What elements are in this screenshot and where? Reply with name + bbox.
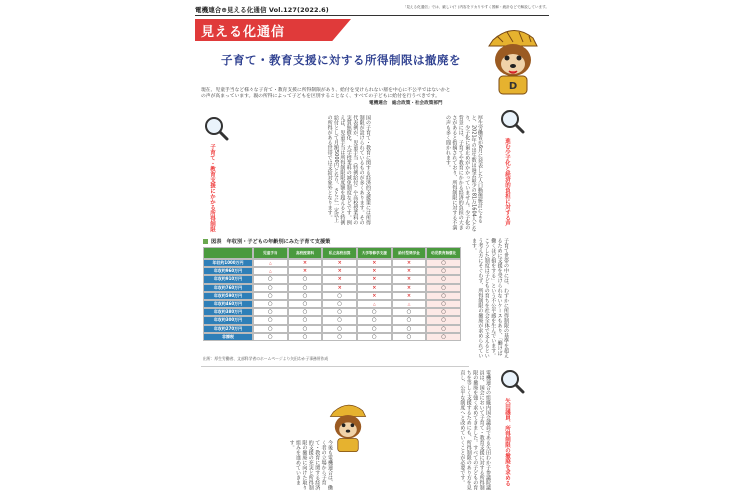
table-cell-mark: ○: [441, 268, 447, 275]
table-row-label: 年収約1000万円: [203, 259, 253, 267]
table-cell-mark: ○: [337, 317, 343, 324]
table-cell: [253, 284, 288, 292]
table-cell-mark: ○: [406, 317, 412, 324]
table-cell-mark: ○: [267, 325, 273, 332]
table-cell-mark: △: [407, 302, 411, 307]
table-cell-mark: ○: [302, 309, 308, 316]
table-cell-mark: ×: [302, 268, 308, 275]
table-cell: [392, 333, 427, 341]
table-cell: [288, 316, 323, 324]
table-cell-mark: ○: [267, 292, 273, 299]
table-column-header: 高校授業料: [288, 247, 323, 259]
article-column-5: 今後も電機連合は、働く者の立場から子育て・教育に関する経済的支援の充実と所得制限の撤廃に向けた取り組みを進めていきます。: [288, 440, 333, 490]
table-cell: [253, 325, 288, 333]
table-cell: [288, 308, 323, 316]
table-column-header: 給付型奨学金: [392, 247, 427, 259]
detective-mascot-icon: [326, 396, 370, 456]
table-cell-mark: △: [268, 261, 272, 266]
table-cell: [392, 308, 427, 316]
table-cell-mark: ○: [267, 276, 273, 283]
detective-mascot-icon: [483, 20, 543, 98]
table-cell-mark: ○: [371, 317, 377, 324]
table-cell-mark: ○: [406, 333, 412, 340]
section-divider: [201, 366, 469, 367]
table-cell: [322, 284, 357, 292]
table-title: 図表 年収別・子どもの年齢別にみた子育て支援策: [211, 239, 331, 245]
table-cell: [253, 275, 288, 283]
table-row-label: 年収約380万円: [203, 308, 253, 316]
table-cell-mark: ○: [302, 317, 308, 324]
table-cell-mark: ×: [337, 268, 342, 275]
intro-paragraph: 現在、児童手当など様々な子育て・教育支援に所得制限があり、給付を受けられない層を中心に不公平ではないかとの声が高まっています。親の所得によって子どもを区別することなく、すべての子どもに給付を行うべきです。: [201, 88, 451, 100]
table-cell: [357, 292, 392, 300]
newsletter-header: 電機連合⊕見える化通信 Vol.127(2022.6): [195, 6, 329, 14]
table-cell-mark: ○: [302, 333, 308, 340]
table-cell-mark: ○: [302, 292, 308, 299]
byline: 電機連合 総合政策・社会政策部門: [369, 101, 443, 106]
table-cell: [288, 333, 323, 341]
table-cell: [322, 267, 357, 275]
table-cell: [253, 316, 288, 324]
table-cell: [392, 284, 427, 292]
section-label-income-limit: 子育て・教育支援にかかる所得制限: [209, 144, 215, 232]
table-cell-mark: ○: [302, 284, 308, 291]
table-cell: [357, 267, 392, 275]
table-cell-mark: ×: [406, 284, 412, 291]
magnifier-icon: [499, 108, 525, 134]
table-cell: [426, 259, 461, 267]
table-cell-mark: ○: [337, 325, 343, 332]
table-cell: [322, 275, 357, 283]
table-cell-mark: ○: [267, 284, 273, 291]
table-column-header: 幼児教育無償化: [426, 247, 461, 259]
table-cell: [322, 316, 357, 324]
table-row-label: 年収約300万円: [203, 316, 253, 324]
table-cell-mark: ○: [441, 317, 447, 324]
page-headline: 子育て・教育支援に対する所得制限は撤廃を: [221, 53, 461, 67]
table-cell: [288, 284, 323, 292]
table-cell-mark: ○: [267, 317, 273, 324]
table-cell-mark: ○: [267, 309, 273, 316]
table-source: 出所：厚生労働省、文部科学省のホームページより矢田わか子事務所作成: [203, 356, 329, 361]
table-cell: [357, 333, 392, 341]
table-cell: [288, 267, 323, 275]
table-cell: [426, 325, 461, 333]
table-cell: [426, 284, 461, 292]
table-cell-mark: ○: [441, 292, 447, 299]
table-column-header: 大学等修学支援: [357, 247, 392, 259]
table-cell: [253, 259, 288, 267]
table-cell-mark: ○: [267, 301, 273, 308]
section-label-yata: 矢田議員、所得制限の撤廃を求める: [504, 398, 510, 486]
ribbon-title: 見える化通信: [201, 25, 286, 40]
table-cell-mark: ○: [406, 309, 412, 316]
table-row-label: 年収約910万円: [203, 275, 253, 283]
table-cell-mark: ○: [441, 284, 447, 291]
table-cell: [426, 316, 461, 324]
newsletter-page: [191, 0, 553, 496]
table-cell: [322, 325, 357, 333]
table-cell: [392, 292, 427, 300]
table-cell-mark: ×: [406, 260, 412, 267]
table-cell: [288, 275, 323, 283]
table-cell-mark: ×: [302, 260, 308, 267]
table-cell: [426, 300, 461, 308]
table-cell: [288, 259, 323, 267]
table-cell: [357, 316, 392, 324]
table-cell: [322, 259, 357, 267]
table-cell-mark: ×: [406, 292, 412, 299]
table-corner-cell: [203, 247, 253, 259]
table-cell: [322, 300, 357, 308]
table-cell: [392, 325, 427, 333]
table-cell: [357, 325, 392, 333]
magnifier-icon: [499, 368, 525, 394]
table-cell: [392, 316, 427, 324]
table-cell-mark: ○: [441, 325, 447, 332]
header-note: 「見える化通信」では、厳しい(？)内容をワカりやすく図解・統計などで解説しています。: [402, 5, 549, 9]
table-cell: [253, 300, 288, 308]
table-cell: [288, 292, 323, 300]
table-cell: [253, 292, 288, 300]
table-cell-mark: ×: [372, 292, 377, 299]
table-cell: [392, 259, 427, 267]
table-cell: [357, 300, 392, 308]
table-row-label: 非課税: [203, 333, 253, 341]
table-cell: [426, 267, 461, 275]
table-cell-mark: ×: [372, 276, 377, 283]
table-cell-mark: △: [268, 269, 272, 274]
table-cell: [322, 333, 357, 341]
table-cell: [288, 300, 323, 308]
table-cell-mark: ○: [337, 301, 343, 308]
table-column-header: 児童手当: [253, 247, 288, 259]
table-cell: [357, 259, 392, 267]
table-cell: [357, 284, 392, 292]
article-column-4: 電機連合の組織内国会議員である矢田わか子参議院議員は、国会において子育て・教育支援に対する所得制限の撤廃を強く求めてきました。すべての子どもの育ちを等しく支援するためにも、所得制限のあり方を見直し、公平な制度へと改めていくことが必要です。: [459, 370, 491, 490]
table-row-label: 年収約270万円: [203, 325, 253, 333]
table-cell: [426, 292, 461, 300]
table-cell: [357, 308, 392, 316]
magnifier-icon: [203, 115, 229, 141]
table-cell-mark: ○: [406, 325, 412, 332]
table-row-label: 年収約960万円: [203, 267, 253, 275]
table-row-label: 年収約590万円: [203, 292, 253, 300]
article-column-3: 子育て世帯の中には、わずかに所得制限の基準を超えるために支援を受けられないケースもあり、「働けば働くほど損をする」という不公平感を生んでいます。こうした制度は子どもの育ちを社会全体で支えるという考え方にそぐわず、所得制限の撤廃が求められています。: [470, 238, 509, 358]
table-cell: [322, 308, 357, 316]
table-cell: [426, 275, 461, 283]
support-table: [203, 238, 461, 350]
table-row-label: 年収約460万円: [203, 300, 253, 308]
table-cell-mark: ○: [371, 325, 377, 332]
table-column-header: 私立高校加算: [322, 247, 357, 259]
table-cell: [288, 325, 323, 333]
table-cell: [322, 292, 357, 300]
section-label-birthrate: 進む少子化と経済的負担に対する声: [504, 138, 510, 226]
table-grid: [203, 247, 461, 341]
table-cell-mark: ○: [337, 309, 343, 316]
article-column-2: 厚生労働省が6月に発表した人口動態統計によると、2021年の出生数は過去最少の81万1604人となり、少子化に歯止めがかかっていません。少子化の背景には、子育てや教育にかかる経済的負担の大きさがあると指摘されており、所得制限に対する不満の声も多く聞かれます。: [444, 115, 483, 232]
table-cell-mark: ○: [441, 301, 447, 308]
table-cell: [392, 275, 427, 283]
table-cell: [392, 267, 427, 275]
table-cell-mark: ○: [441, 260, 447, 267]
table-cell-mark: ○: [371, 309, 377, 316]
table-cell: [357, 275, 392, 283]
table-cell: [253, 267, 288, 275]
table-cell-mark: △: [372, 302, 376, 307]
table-cell: [426, 308, 461, 316]
table-cell: [426, 333, 461, 341]
table-cell: [253, 308, 288, 316]
table-cell-mark: ○: [267, 333, 273, 340]
table-cell-mark: ×: [372, 284, 377, 291]
table-cell-mark: ○: [441, 333, 447, 340]
header-divider: [195, 15, 549, 16]
table-cell-mark: ×: [372, 260, 377, 267]
table-cell-mark: ○: [441, 309, 447, 316]
table-cell-mark: ○: [441, 276, 447, 283]
table-cell-mark: ×: [406, 268, 412, 275]
table-cell-mark: ○: [337, 292, 343, 299]
title-marker-icon: [203, 239, 208, 244]
table-cell-mark: ×: [337, 284, 342, 291]
table-cell-mark: ○: [302, 276, 308, 283]
table-cell-mark: ×: [337, 276, 342, 283]
table-cell-mark: ○: [371, 333, 377, 340]
table-cell-mark: ○: [302, 301, 308, 308]
table-cell: [392, 300, 427, 308]
article-column-1: 国の子育て・教育に関する経済的支援策には所得制限が設けられているものが多くあります。その代表例が、児童手当（特例給付）や高校授業料の実質無償化、大学授業料の減免制度などです。例えば、児童手当は所得制限限度額を超えると特例給付として月額5000円となり、さらに一定以上の所得がある世帯では支給対象外となります。: [326, 115, 371, 225]
table-cell-mark: ×: [406, 276, 412, 283]
table-cell-mark: ○: [302, 325, 308, 332]
table-cell: [253, 333, 288, 341]
table-cell-mark: ×: [372, 268, 377, 275]
table-row-label: 年収約760万円: [203, 284, 253, 292]
table-cell-mark: ×: [337, 260, 342, 267]
svg-text:D: D: [508, 81, 518, 92]
table-cell-mark: ○: [337, 333, 343, 340]
